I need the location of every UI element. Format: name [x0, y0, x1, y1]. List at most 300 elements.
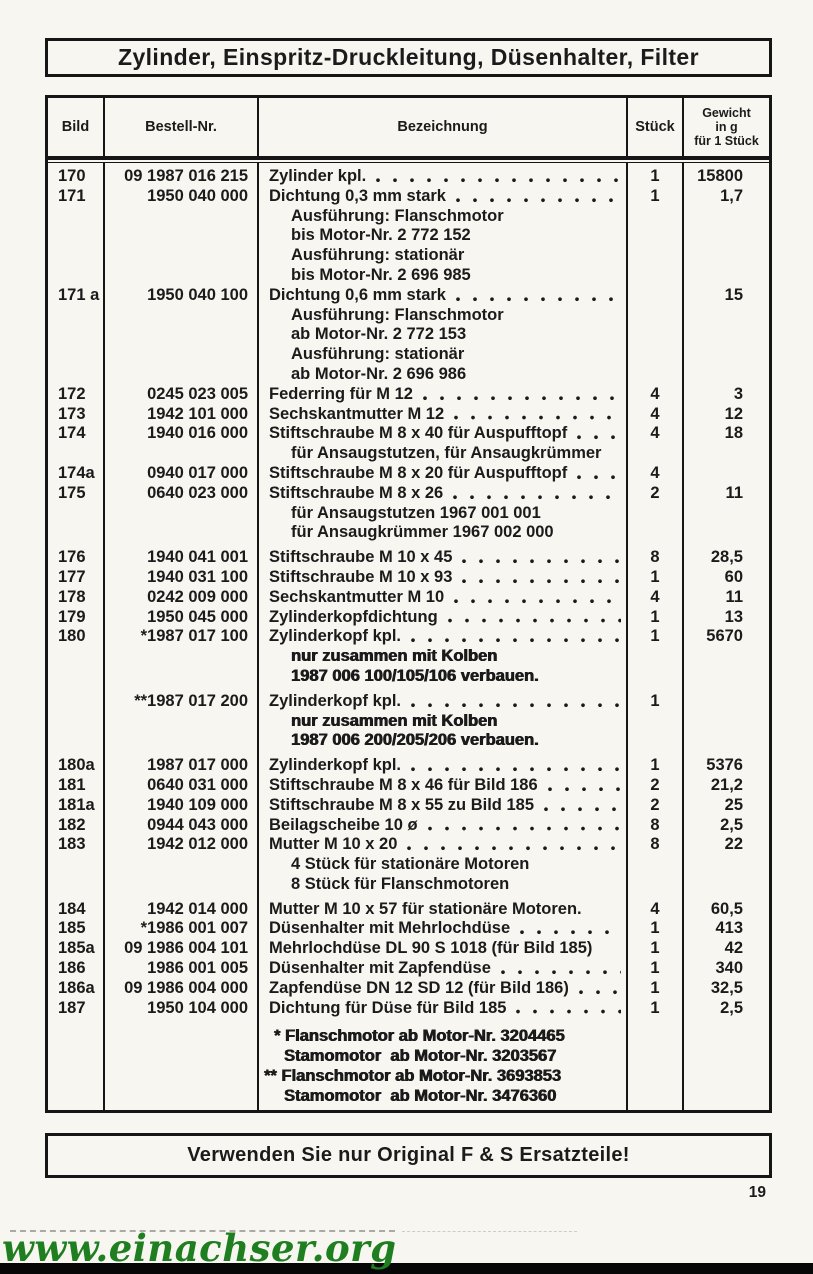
- cell-bild: 179: [48, 608, 105, 628]
- cell-gewicht: [684, 246, 769, 266]
- description-text: Ausführung: stationär: [291, 345, 465, 364]
- cell-bestell-nr: [105, 1067, 259, 1087]
- table-row: [48, 325, 769, 345]
- table-row: [48, 1047, 769, 1067]
- cell-gewicht: [684, 687, 769, 712]
- cell-bezeichnung: [259, 855, 628, 875]
- description-text: Dichtung für Düse für Bild 185: [269, 998, 507, 1017]
- page-number: 19: [748, 1184, 766, 1201]
- dot-leader: [422, 385, 621, 405]
- description-text: Stamomotor ab Motor-Nr. 3476360: [284, 1086, 557, 1105]
- cell-stueck: 8: [628, 816, 684, 836]
- cell-bestell-nr: [105, 365, 259, 385]
- dot-leader: [578, 979, 621, 999]
- table-row: [48, 1067, 769, 1087]
- cell-bezeichnung: [259, 1107, 628, 1110]
- cell-gewicht: [684, 855, 769, 875]
- table-row: [48, 667, 769, 687]
- description-text: Ausführung: stationär: [291, 246, 465, 265]
- dot-leader: [410, 692, 621, 712]
- cell-gewicht: [684, 464, 769, 484]
- cell-gewicht: 21,2: [710, 775, 743, 794]
- table-row: [48, 608, 769, 628]
- table-row: [48, 687, 769, 712]
- table-row: [48, 712, 769, 732]
- description-text: Dichtung 0,3 mm stark: [269, 186, 446, 205]
- description-text: Zapfendüse DN 12 SD 12 (für Bild 186): [269, 978, 569, 997]
- cell-gewicht: 5670: [706, 627, 743, 646]
- header-bestell-nr: Bestell-Nr.: [105, 98, 259, 156]
- cell-bestell-nr: 0640 023 000: [105, 484, 259, 504]
- cell-gewicht: [684, 1018, 769, 1047]
- cell-stueck: [628, 266, 684, 286]
- cell-bild: 170: [48, 163, 105, 187]
- cell-bezeichnung: [259, 424, 628, 444]
- cell-bestell-nr: 0640 031 000: [105, 776, 259, 796]
- description-text: Sechskantmutter M 12: [269, 404, 445, 423]
- table-row: [48, 504, 769, 524]
- cell-gewicht: [684, 345, 769, 365]
- cell-bild: 175: [48, 484, 105, 504]
- description-text: Stiftschraube M 8 x 20 für Auspufftopf: [269, 463, 568, 482]
- description-text: Zylinderkopf kpl.: [269, 756, 402, 775]
- header-bild: Bild: [48, 98, 105, 156]
- footer-banner: [45, 1133, 772, 1178]
- cell-bestell-nr: 09 1986 004 000: [105, 979, 259, 999]
- cell-bezeichnung: [259, 627, 628, 647]
- cell-bezeichnung: [259, 266, 628, 286]
- cell-gewicht: 413: [715, 919, 743, 938]
- table-row: [48, 751, 769, 776]
- cell-stueck: 2: [628, 776, 684, 796]
- cell-stueck: 4: [628, 424, 684, 444]
- dot-leader: [500, 959, 621, 979]
- cell-gewicht: [684, 875, 769, 895]
- table-row: [48, 796, 769, 816]
- cell-stueck: [628, 306, 684, 326]
- cell-bezeichnung: [259, 667, 628, 687]
- cell-bild: 182: [48, 816, 105, 836]
- cell-bild: 174a: [48, 464, 105, 484]
- cell-stueck: [628, 325, 684, 345]
- cell-stueck: 4: [628, 895, 684, 920]
- cell-stueck: [628, 875, 684, 895]
- cell-bild: [48, 504, 105, 524]
- dot-leader: [576, 424, 621, 444]
- cell-bezeichnung: [259, 875, 628, 895]
- cell-gewicht: 60,5: [710, 899, 743, 918]
- description-text: Ausführung: Flanschmotor: [291, 206, 504, 225]
- table-row: [48, 776, 769, 796]
- cell-bezeichnung: [259, 226, 628, 246]
- cell-bestell-nr: [105, 444, 259, 464]
- cell-gewicht: 5376: [706, 756, 743, 775]
- parts-table: [45, 95, 772, 1113]
- cell-stueck: 1: [628, 627, 684, 647]
- dot-leader: [519, 919, 621, 939]
- cell-gewicht: [684, 712, 769, 732]
- cell-bild: [48, 207, 105, 227]
- cell-stueck: [628, 647, 684, 667]
- cell-bestell-nr: [105, 246, 259, 266]
- page-title: Zylinder, Einspritz-Druckleitung, Düsenhalter, Filter: [118, 44, 699, 70]
- description-text: Zylinderkopf kpl.: [269, 691, 402, 710]
- cell-bild: 176: [48, 543, 105, 568]
- header-gewicht: [684, 98, 769, 156]
- cell-gewicht: [684, 523, 769, 543]
- cell-stueck: 1: [628, 979, 684, 999]
- table-row: [48, 1087, 769, 1107]
- cell-stueck: 1: [628, 939, 684, 959]
- cell-stueck: 4: [628, 385, 684, 405]
- table-row: [48, 424, 769, 444]
- table-row: [48, 588, 769, 608]
- table-row: [48, 1107, 769, 1110]
- cell-stueck: [628, 345, 684, 365]
- cell-bezeichnung: [259, 163, 628, 187]
- cell-bezeichnung: [259, 568, 628, 588]
- table-row: [48, 835, 769, 855]
- cell-bestell-nr: 1942 014 000: [105, 895, 259, 920]
- description-text: Beilagscheibe 10 ø: [269, 815, 418, 834]
- cell-gewicht: [684, 306, 769, 326]
- cell-bild: 181: [48, 776, 105, 796]
- cell-bild: 172: [48, 385, 105, 405]
- table-row: [48, 444, 769, 464]
- cell-bestell-nr: 1986 001 005: [105, 959, 259, 979]
- cell-gewicht: [684, 504, 769, 524]
- description-text: ab Motor-Nr. 2 696 986: [291, 364, 467, 383]
- cell-bestell-nr: [105, 731, 259, 751]
- cell-stueck: 4: [628, 405, 684, 425]
- cell-bild: 174: [48, 424, 105, 444]
- dot-leader: [452, 484, 621, 504]
- cell-bild: [48, 1047, 105, 1067]
- header-gewicht-line: Gewicht: [702, 106, 751, 120]
- cell-bild: 185: [48, 919, 105, 939]
- table-row: [48, 385, 769, 405]
- cell-bezeichnung: [259, 835, 628, 855]
- description-text: nur zusammen mit Kolben: [291, 711, 498, 730]
- cell-bezeichnung: [259, 959, 628, 979]
- cell-bild: 181a: [48, 796, 105, 816]
- table-row: [48, 187, 769, 207]
- table-row: [48, 345, 769, 365]
- description-text: Düsenhalter mit Zapfendüse: [269, 959, 491, 978]
- cell-gewicht: 11: [725, 587, 743, 606]
- table-row: [48, 484, 769, 504]
- cell-bezeichnung: [259, 751, 628, 776]
- cell-gewicht: 15800: [697, 167, 743, 185]
- header-gewicht-line: für 1 Stück: [694, 134, 759, 148]
- cell-bild: [48, 325, 105, 345]
- cell-stueck: 1: [628, 999, 684, 1019]
- cell-gewicht: 25: [724, 795, 743, 814]
- cell-gewicht: [684, 1067, 769, 1087]
- cell-bestell-nr: 0245 023 005: [105, 385, 259, 405]
- cell-stueck: 1: [628, 919, 684, 939]
- cell-gewicht: 340: [715, 959, 743, 978]
- cell-bezeichnung: [259, 776, 628, 796]
- cell-bestell-nr: [105, 523, 259, 543]
- table-header-row: [48, 98, 769, 156]
- cell-gewicht: 2,5: [720, 998, 743, 1017]
- cell-bild: [48, 246, 105, 266]
- cell-bestell-nr: [105, 266, 259, 286]
- description-text: für Ansaugstutzen 1967 001 001: [291, 503, 541, 522]
- cell-gewicht: 60: [724, 567, 743, 586]
- footer-banner-text: Verwenden Sie nur Original F & S Ersatzteile!: [187, 1144, 630, 1166]
- description-text: 1987 006 200/205/206 verbauen.: [291, 731, 539, 750]
- cell-bezeichnung: [259, 306, 628, 326]
- description-text: für Ansaugkrümmer 1967 002 000: [291, 523, 554, 542]
- cell-bestell-nr: 1942 012 000: [105, 835, 259, 855]
- header-gewicht-line: in g: [715, 120, 738, 134]
- cell-stueck: 2: [628, 796, 684, 816]
- cell-bestell-nr: 09 1986 004 101: [105, 939, 259, 959]
- cell-bild: 184: [48, 895, 105, 920]
- dot-leader: [547, 776, 621, 796]
- cell-bild: 180: [48, 627, 105, 647]
- table-row: [48, 816, 769, 836]
- cell-bezeichnung: [259, 588, 628, 608]
- description-text: Dichtung 0,6 mm stark: [269, 285, 446, 304]
- cell-bild: 171 a: [48, 286, 105, 306]
- dot-leader: [375, 167, 621, 187]
- cell-stueck: [628, 712, 684, 732]
- cell-bestell-nr: [105, 1087, 259, 1107]
- cell-bestell-nr: 1942 101 000: [105, 405, 259, 425]
- description-text: ab Motor-Nr. 2 772 153: [291, 325, 467, 344]
- watermark: www.einachser.org: [2, 1226, 397, 1270]
- cell-bild: [48, 266, 105, 286]
- table-row: [48, 627, 769, 647]
- cell-bezeichnung: [259, 464, 628, 484]
- cell-bestell-nr: 0940 017 000: [105, 464, 259, 484]
- cell-stueck: [628, 444, 684, 464]
- cell-gewicht: 32,5: [710, 978, 743, 997]
- cell-bezeichnung: [259, 207, 628, 227]
- cell-gewicht: 1,7: [720, 186, 743, 205]
- cell-bestell-nr: 1940 016 000: [105, 424, 259, 444]
- cell-bezeichnung: [259, 687, 628, 712]
- cell-bestell-nr: 1940 041 001: [105, 543, 259, 568]
- cell-bild: 178: [48, 588, 105, 608]
- table-row: [48, 855, 769, 875]
- cell-bezeichnung: [259, 731, 628, 751]
- cell-bezeichnung: [259, 919, 628, 939]
- dot-leader: [461, 548, 621, 568]
- cell-stueck: [628, 286, 684, 306]
- cell-bestell-nr: [105, 875, 259, 895]
- cell-gewicht: [684, 325, 769, 345]
- cell-bestell-nr: [105, 345, 259, 365]
- cell-bezeichnung: [259, 895, 628, 920]
- cell-bestell-nr: [105, 226, 259, 246]
- description-text: Zylinder kpl.: [269, 167, 367, 185]
- header-bezeichnung: Bezeichnung: [259, 98, 628, 156]
- cell-bild: 186a: [48, 979, 105, 999]
- table-row: [48, 266, 769, 286]
- cell-bestell-nr: 1950 104 000: [105, 999, 259, 1019]
- cell-gewicht: [684, 1047, 769, 1067]
- table-row: [48, 959, 769, 979]
- cell-stueck: 1: [628, 187, 684, 207]
- page-title-box: [45, 38, 772, 77]
- cell-bild: [48, 1067, 105, 1087]
- cell-gewicht: 13: [724, 607, 743, 626]
- cell-bestell-nr: [105, 504, 259, 524]
- cell-bezeichnung: [259, 484, 628, 504]
- cell-bestell-nr: [105, 855, 259, 875]
- cell-bezeichnung: [259, 385, 628, 405]
- cell-stueck: [628, 855, 684, 875]
- table-row: [48, 875, 769, 895]
- table-row: [48, 999, 769, 1019]
- cell-stueck: 1: [628, 568, 684, 588]
- cell-gewicht: 3: [733, 384, 743, 403]
- cell-bestell-nr: [105, 712, 259, 732]
- cell-bestell-nr: **1987 017 200: [105, 687, 259, 712]
- table-row: [48, 246, 769, 266]
- cell-bezeichnung: [259, 647, 628, 667]
- cell-stueck: 8: [628, 835, 684, 855]
- cell-stueck: [628, 667, 684, 687]
- dot-leader: [515, 999, 621, 1019]
- cell-gewicht: [684, 1087, 769, 1107]
- dot-leader: [406, 835, 621, 855]
- table-row: [48, 647, 769, 667]
- cell-bild: [48, 365, 105, 385]
- description-text: bis Motor-Nr. 2 772 152: [291, 226, 471, 245]
- scan-artifact-line: [402, 1231, 577, 1232]
- cell-bild: [48, 647, 105, 667]
- cell-bild: 171: [48, 187, 105, 207]
- cell-stueck: [628, 731, 684, 751]
- cell-stueck: 1: [628, 959, 684, 979]
- table-row: [48, 895, 769, 920]
- cell-bestell-nr: [105, 647, 259, 667]
- dot-leader: [447, 608, 621, 628]
- cell-bezeichnung: [259, 608, 628, 628]
- cell-bezeichnung: [259, 504, 628, 524]
- cell-stueck: [628, 246, 684, 266]
- description-text: Stiftschraube M 8 x 46 für Bild 186: [269, 775, 538, 794]
- cell-bild: [48, 731, 105, 751]
- cell-stueck: [628, 365, 684, 385]
- cell-bezeichnung: [259, 796, 628, 816]
- cell-gewicht: 15: [724, 285, 743, 304]
- cell-gewicht: [684, 667, 769, 687]
- description-text: 1987 006 100/105/106 verbauen.: [291, 666, 539, 685]
- cell-bild: 180a: [48, 751, 105, 776]
- cell-bezeichnung: [259, 543, 628, 568]
- cell-bestell-nr: 1940 109 000: [105, 796, 259, 816]
- cell-bezeichnung: [259, 405, 628, 425]
- cell-bild: [48, 667, 105, 687]
- cell-bestell-nr: [105, 325, 259, 345]
- cell-bild: 177: [48, 568, 105, 588]
- cell-bezeichnung: [259, 286, 628, 306]
- dot-leader: [410, 627, 621, 647]
- cell-stueck: [628, 1047, 684, 1067]
- description-text: Stiftschraube M 8 x 26: [269, 483, 444, 502]
- cell-bezeichnung: [259, 365, 628, 385]
- cell-gewicht: [684, 226, 769, 246]
- cell-stueck: [628, 207, 684, 227]
- description-text: Stamomotor ab Motor-Nr. 3203567: [284, 1047, 557, 1066]
- description-text: Stiftschraube M 8 x 40 für Auspufftopf: [269, 424, 568, 443]
- cell-gewicht: [684, 444, 769, 464]
- cell-gewicht: 42: [724, 939, 743, 958]
- cell-bild: [48, 226, 105, 246]
- description-text: Zylinderkopfdichtung: [269, 607, 438, 626]
- cell-stueck: [628, 1107, 684, 1110]
- dot-leader: [461, 568, 621, 588]
- cell-gewicht: [684, 731, 769, 751]
- dot-leader: [410, 756, 621, 776]
- cell-gewicht: [684, 1107, 769, 1110]
- cell-bezeichnung: [259, 712, 628, 732]
- cell-stueck: [628, 1087, 684, 1107]
- cell-gewicht: [684, 647, 769, 667]
- cell-bild: [48, 523, 105, 543]
- table-row: [48, 207, 769, 227]
- header-separator-thick: [48, 156, 769, 160]
- cell-bild: [48, 1107, 105, 1110]
- table-row: [48, 286, 769, 306]
- cell-bezeichnung: [259, 1018, 628, 1047]
- cell-bezeichnung: [259, 1047, 628, 1067]
- cell-bezeichnung: [259, 246, 628, 266]
- cell-bild: [48, 1018, 105, 1047]
- cell-bild: [48, 687, 105, 712]
- cell-bild: [48, 306, 105, 326]
- cell-bestell-nr: [105, 667, 259, 687]
- cell-bezeichnung: [259, 999, 628, 1019]
- table-row: [48, 939, 769, 959]
- cell-stueck: [628, 504, 684, 524]
- header-stueck: Stück: [628, 98, 684, 156]
- cell-stueck: 1: [628, 163, 684, 187]
- cell-stueck: 4: [628, 464, 684, 484]
- cell-bestell-nr: 09 1987 016 215: [105, 163, 259, 187]
- cell-stueck: [628, 1067, 684, 1087]
- cell-bild: [48, 1087, 105, 1107]
- description-text: Ausführung: Flanschmotor: [291, 305, 504, 324]
- cell-stueck: 1: [628, 687, 684, 712]
- cell-bestell-nr: 1950 040 100: [105, 286, 259, 306]
- table-row: [48, 226, 769, 246]
- cell-bestell-nr: [105, 306, 259, 326]
- description-text: Stiftschraube M 8 x 55 zu Bild 185: [269, 795, 534, 814]
- cell-bestell-nr: *1987 017 100: [105, 627, 259, 647]
- cell-bestell-nr: [105, 207, 259, 227]
- table-body: [48, 163, 769, 1110]
- cell-bestell-nr: 1950 040 000: [105, 187, 259, 207]
- description-text: Federring für M 12: [269, 384, 413, 403]
- cell-bild: 185a: [48, 939, 105, 959]
- cell-gewicht: 18: [724, 424, 743, 443]
- description-text: 8 Stück für Flanschmotoren: [291, 874, 510, 893]
- description-text: Mutter M 10 x 57 für stationäre Motoren.: [269, 899, 582, 918]
- cell-stueck: 4: [628, 588, 684, 608]
- cell-gewicht: [684, 266, 769, 286]
- cell-bild: [48, 875, 105, 895]
- table-row: [48, 919, 769, 939]
- cell-gewicht: 11: [725, 483, 743, 502]
- dot-leader: [455, 187, 621, 207]
